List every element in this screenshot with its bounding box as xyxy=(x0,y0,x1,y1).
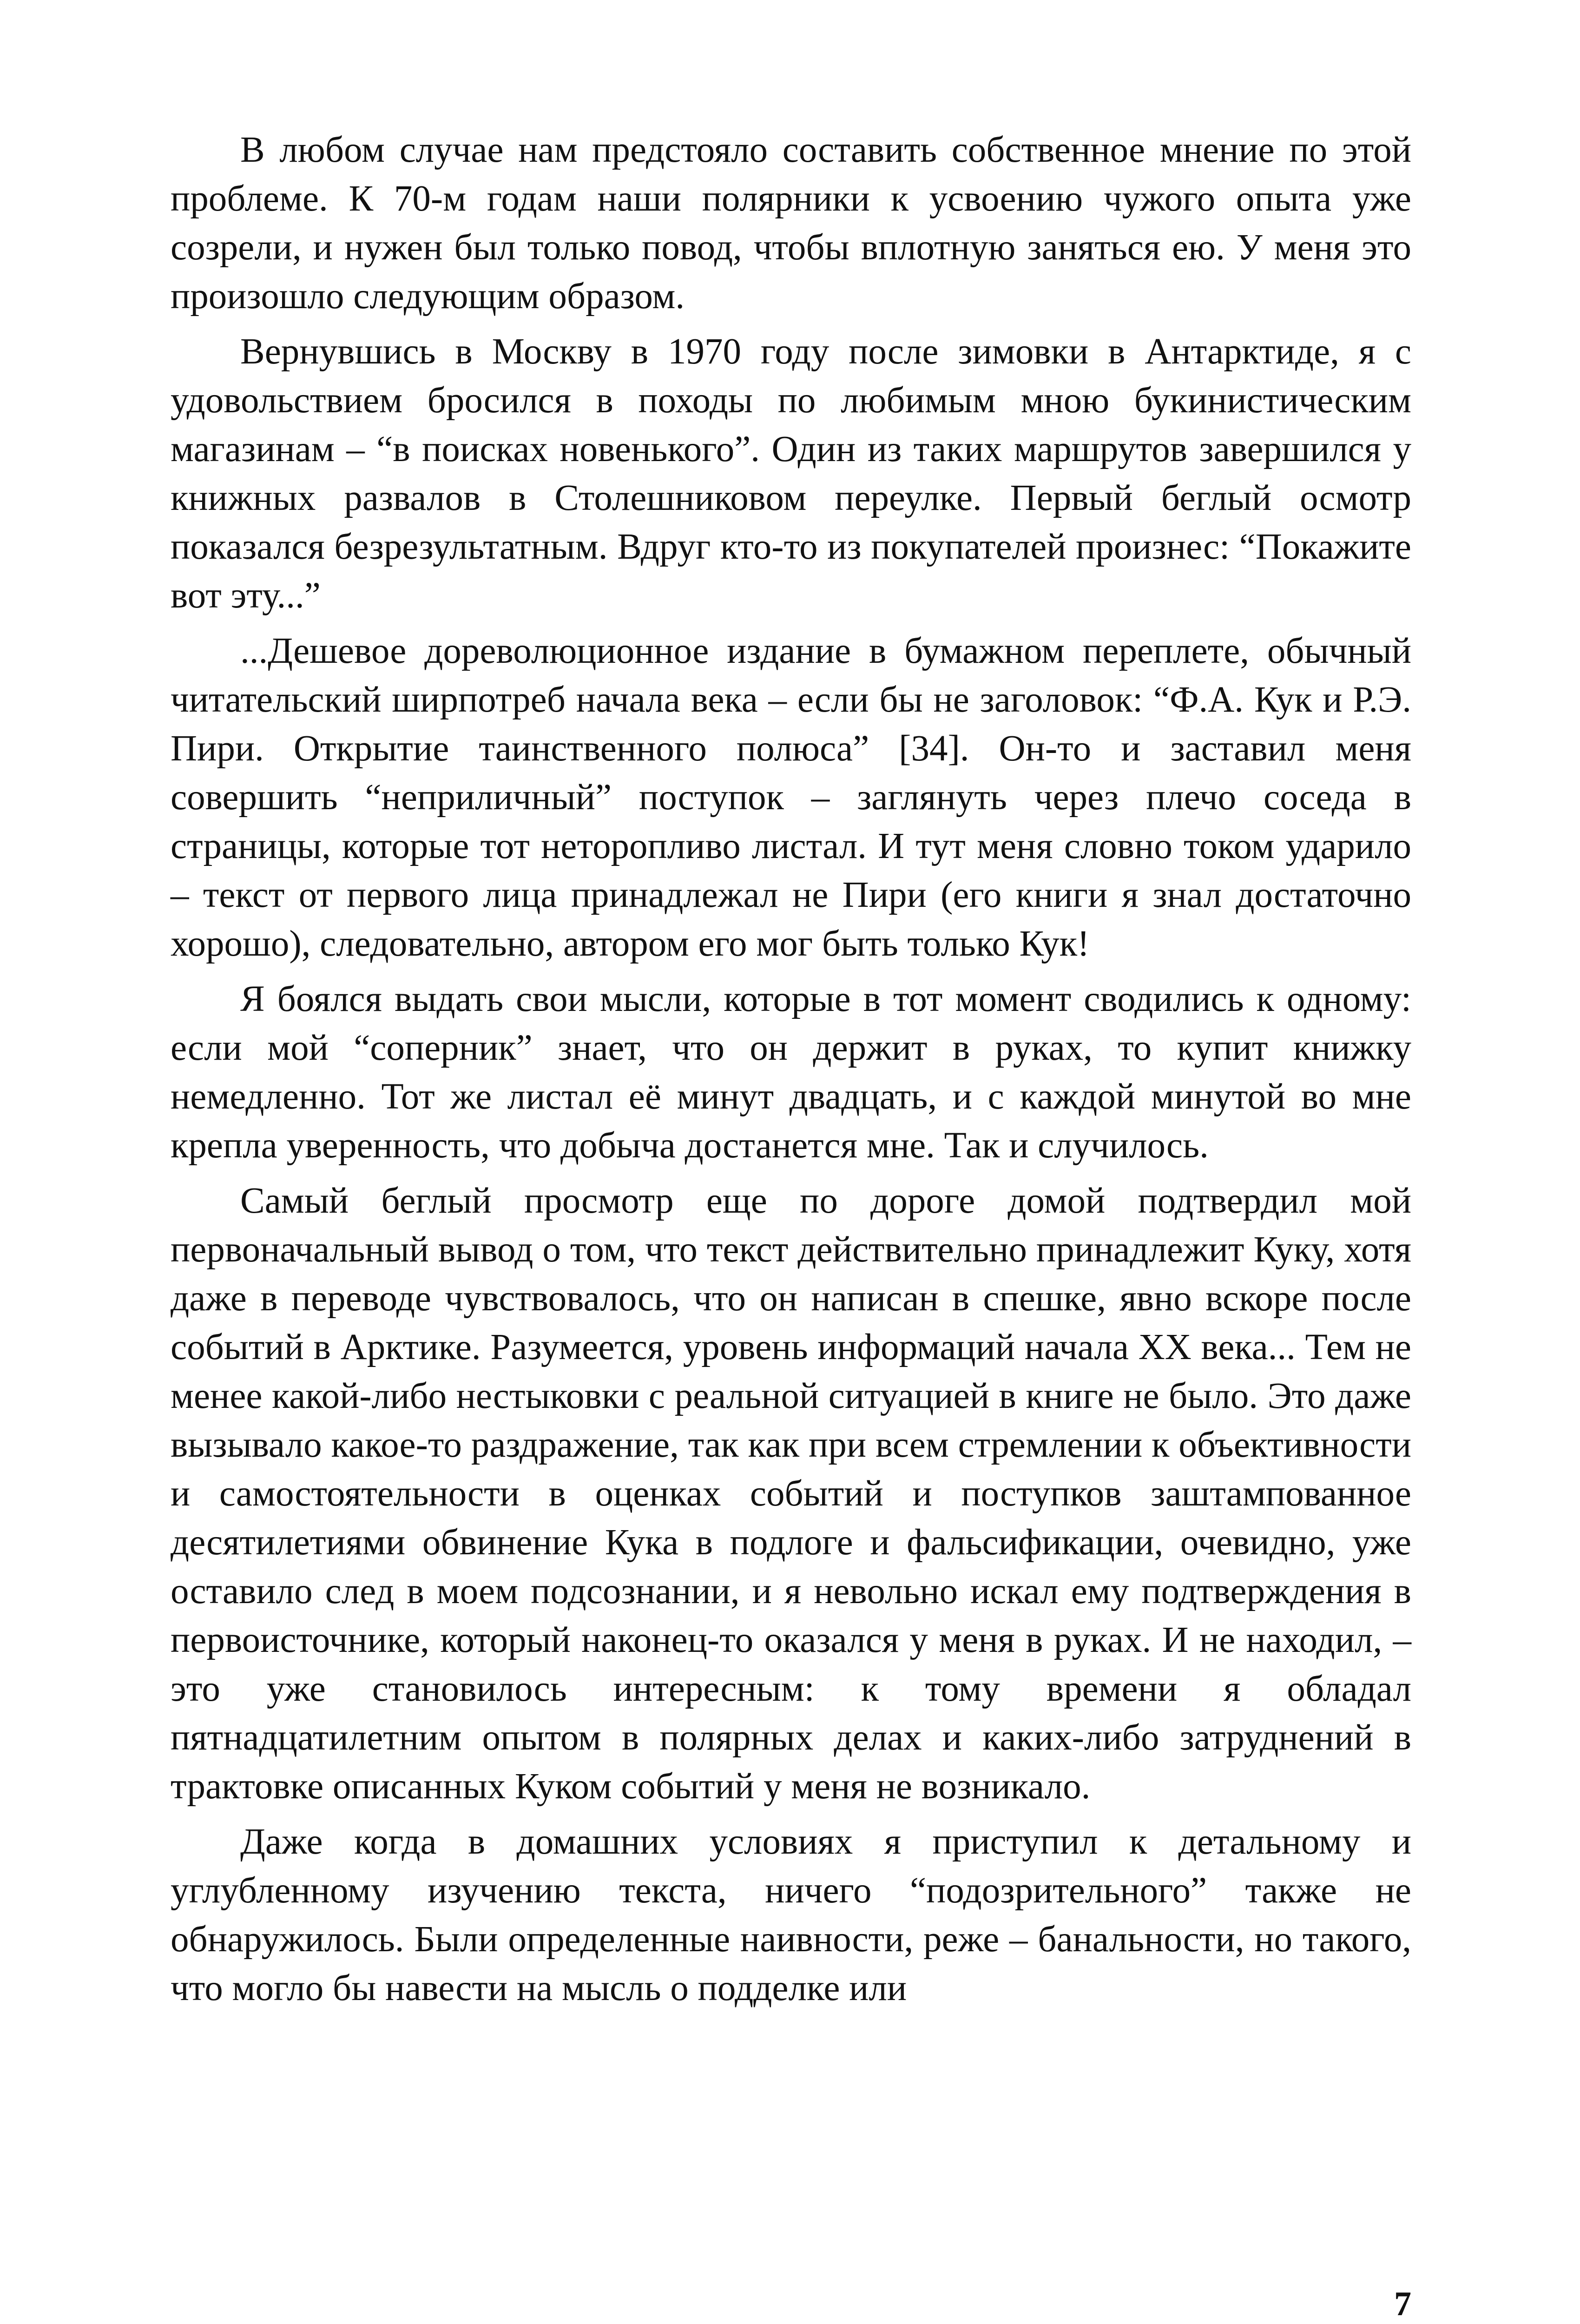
paragraph-1: В любом случае нам предстояло составить собственное мнение по этой проблеме. К 70-м годам наши полярники к усвоению чужого опыта уже созрели, и нужен был только повод, чтобы вплотную заняться ею. У меня это произошло следующим образом. xyxy=(171,130,1411,317)
paragraph-3: ...Дешевое дореволюционное издание в бумажном переплете, обычный читательский ширпотреб начала века – если бы не заголовок: “Ф.А. Кук и Р.Э. Пири. Открытие таинственного полюса” [34]. Он-то и заставил меня совершить “неприличный” поступок – заглянуть через плечо соседа в страницы, которые тот неторопливо листал. И тут меня словно током ударило – текст от первого лица принадлежал не Пири (его книги я знал достаточно хорошо), следовательно, автором его мог быть только Кук! xyxy=(171,631,1411,964)
paragraph-5: Самый беглый просмотр еще по дороге домой подтвердил мой первоначальный вывод о том, что текст действительно принадлежит Куку, хотя даже в переводе чувствовалось, что он написан в спешке, явно вскоре после событий в Арктике. Разумеется, уровень информаций начала XX века... Тем не менее какой-либо нестыковки с реальной ситуацией в книге не было. Это даже вызывало какое-то раздражение, так как при всем стремлении к объективности и самостоятельности в оценках событий и поступков заштампованное десятилетиями обвинение Кука в подлоге и фальсификации, очевидно, уже оставило след в моем подсознании, и я невольно искал ему подтверждения в первоисточнике, который наконец-то оказался у меня в руках. И не находил, – это уже становилось интересным: к тому времени я обладал пятнадцатилетним опытом в полярных делах и каких-либо затруднений в трактовке описанных Куком событий у меня не возникало. xyxy=(171,1181,1411,1807)
paragraph-6: Даже когда в домашних условиях я приступил к детальному и углубленному изучению текста, ничего “подозрительного” также не обнаружилось. Были определенные наивности, реже – банальности, но такого, что могло бы навести на мысль о подделке или xyxy=(171,1822,1411,2008)
page-number: 7 xyxy=(1394,2285,1411,2323)
paragraph-4: Я боялся выдать свои мысли, которые в тот момент сводились к одному: если мой “соперник” знает, что он держит в руках, то купит книжку немедленно. Тот же листал её минут двадцать, и с каждой минутой во мне крепла уверенность, что добыча достанется мне. Так и случилось. xyxy=(171,979,1411,1166)
book-page xyxy=(171,125,1411,2324)
paragraph-2: Вернувшись в Москву в 1970 году после зимовки в Антарктиде, я с удовольствием бросился в походы по любимым мною букинистическим магазинам – “в поисках новенького”. Один из таких маршрутов завершился у книжных развалов в Столешниковом переулке. Первый беглый осмотр показался безрезультатным. Вдруг кто-то из покупателей произнес: “Покажите вот эту...” xyxy=(171,331,1411,616)
